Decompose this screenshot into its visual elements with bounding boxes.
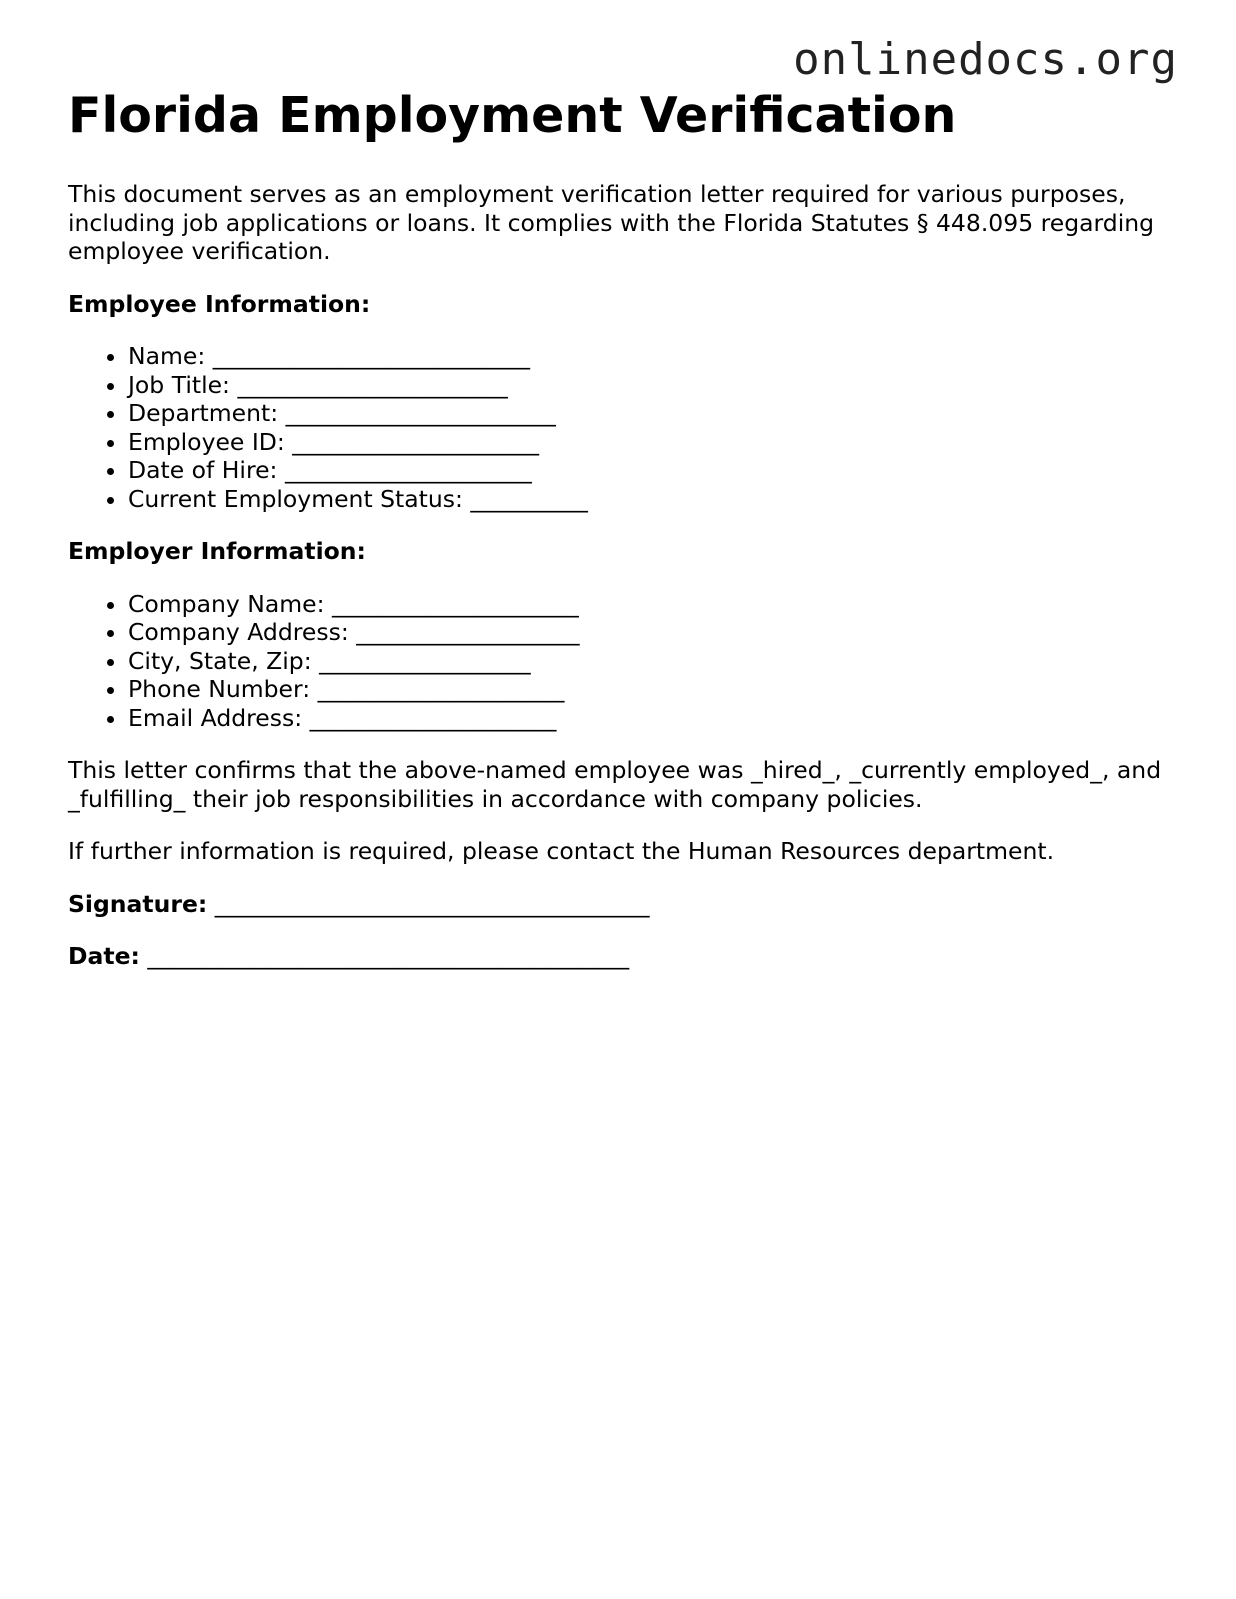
company-name-field: • Company Name: _____________________	[128, 590, 1178, 619]
email-address-field: • Email Address: _____________________	[128, 704, 1178, 733]
date-of-hire-field: • Date of Hire: _____________________	[128, 456, 1178, 485]
city-state-zip-field: • City, State, Zip: __________________	[128, 647, 1178, 676]
signature-line	[68, 890, 1178, 919]
employment-status-field: • Current Employment Status: __________	[128, 485, 1178, 514]
employer-info-list	[68, 590, 1178, 733]
phone-number-field: • Phone Number: _____________________	[128, 675, 1178, 704]
document-title: Florida Employment Verification	[68, 87, 957, 144]
date-blank: _________________________________________	[147, 942, 630, 970]
date-line	[68, 942, 1178, 971]
company-address-field: • Company Address: ___________________	[128, 618, 1178, 647]
intro-paragraph: This document serves as an employment verification letter required for various purposes, including job applications or loans. It complies with the Florida Statutes § 448.095 regarding employee verification.	[68, 180, 1155, 265]
employer-info-heading: Employer Information:	[68, 537, 366, 565]
confirmation-paragraph: This letter confirms that the above-named employee was _hired_, _currently employed_, and _fulfilling_ their job responsibilities in accordance with company policies.	[68, 756, 1162, 813]
employee-info-list	[68, 342, 1178, 513]
signature-label: Signature:	[68, 889, 208, 918]
employee-id-field: • Employee ID: _____________________	[128, 428, 1178, 457]
employee-info-heading: Employee Information:	[68, 289, 371, 318]
employee-name-field: • Name: ___________________________	[128, 342, 1178, 371]
contact-paragraph: If further information is required, please contact the Human Resources department.	[68, 837, 1055, 865]
document-body	[68, 86, 1178, 971]
watermark: onlinedocs.org	[793, 34, 1178, 85]
job-title-field: • Job Title: _______________________	[128, 371, 1178, 400]
signature-blank: _____________________________________	[214, 889, 650, 918]
date-label: Date:	[68, 942, 140, 970]
department-field: • Department: _______________________	[128, 399, 1178, 428]
